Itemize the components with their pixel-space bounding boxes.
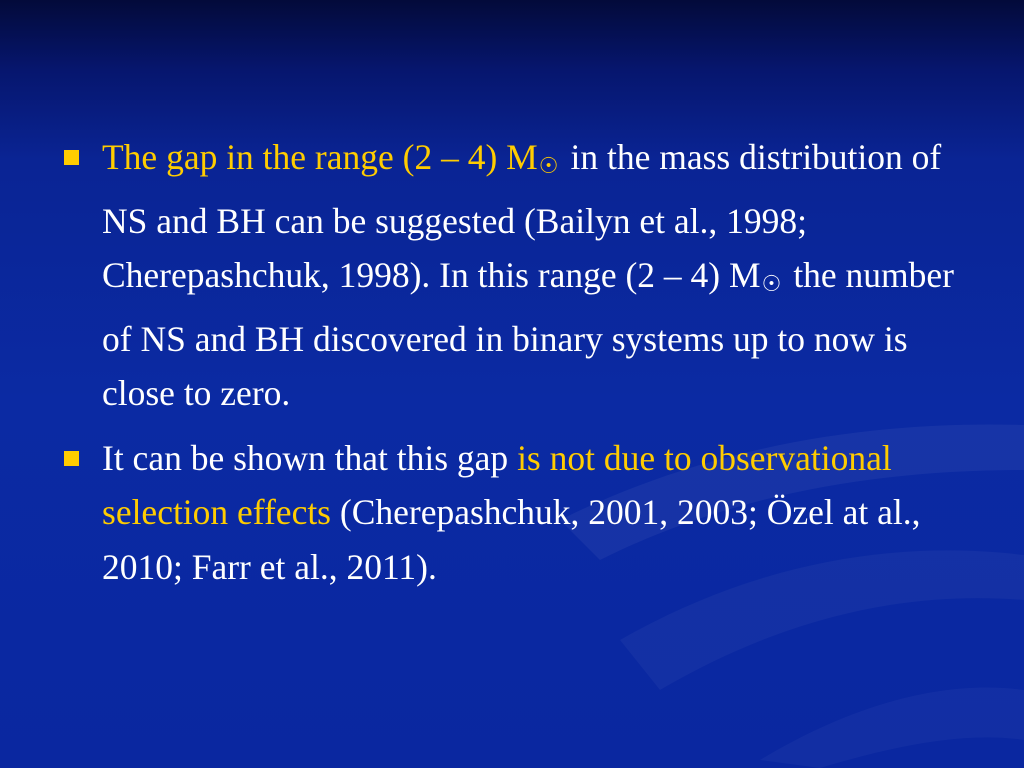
bullet-text-lead: It can be shown that this gap	[102, 437, 518, 478]
highlight-selection-effects: is not due to observational selection effects	[102, 437, 892, 532]
bullet-marker	[64, 451, 79, 466]
bullet-text-a: in the mass distribution of NS and BH can be suggested (Bailyn et al., 1998; Cherepashchuk, 1998). In this range (2 – 4) M	[102, 137, 942, 295]
highlight-mass-gap: The gap in the range (2 – 4) M	[102, 137, 538, 177]
solar-mass-symbol: ☉	[761, 271, 782, 296]
solar-mass-symbol: ☉	[538, 153, 559, 178]
bullet-item-mass-gap	[62, 130, 962, 421]
bullet-marker	[64, 150, 79, 165]
bullet-list	[62, 130, 962, 604]
bullet-text-tail: (Cherepashchuk, 2001, 2003; Özel at al., 2010; Farr et al., 2011).	[102, 492, 921, 587]
swoosh-band-3	[760, 688, 1024, 768]
bullet-text-b: the number of NS and BH discovered in binary systems up to now is close to zero.	[102, 255, 954, 413]
bullet-item-selection-effects	[62, 431, 962, 595]
